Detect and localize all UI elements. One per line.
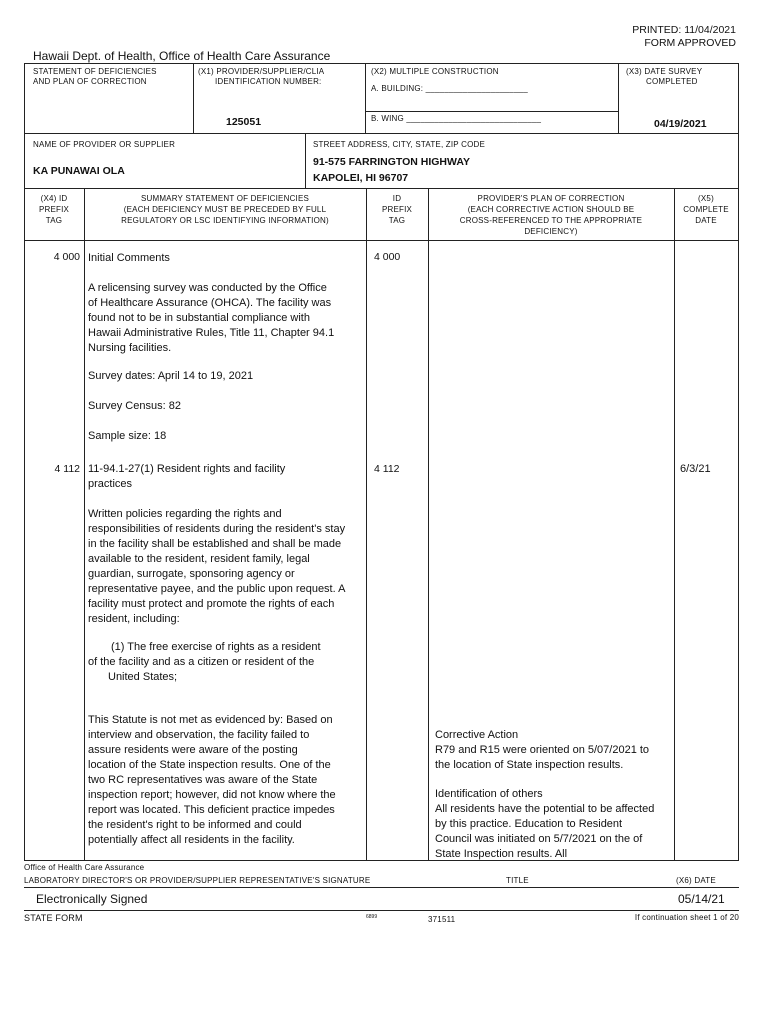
entry-paragraph: United States; bbox=[108, 671, 178, 683]
x5-column-header: (X5) COMPLETE DATE bbox=[683, 194, 729, 225]
address-line-1: 91-575 FARRINGTON HIGHWAY bbox=[313, 156, 470, 168]
footer-office: Office of Health Care Assurance bbox=[24, 863, 145, 872]
provider-name: KA PUNAWAI OLA bbox=[33, 165, 125, 177]
address-label: STREET ADDRESS, CITY, STATE, ZIP CODE bbox=[313, 140, 486, 149]
x2-wing: B. WING _____________________________ bbox=[371, 114, 542, 123]
x3-label-1: (X3) DATE SURVEY bbox=[626, 67, 703, 76]
plan-column-header: PROVIDER'S PLAN OF CORRECTION (EACH CORRECTIVE ACTION SHOULD BE CROSS-REFERENCED TO THE APPROPRIATE DEFICIENCY) bbox=[459, 194, 643, 236]
plan-id-tag: 4 112 bbox=[374, 463, 400, 475]
x3-label-2: COMPLETED bbox=[646, 77, 698, 86]
survey-census: Survey Census: 82 bbox=[88, 400, 181, 412]
statement-label-1: STATEMENT OF DEFICIENCIES bbox=[33, 67, 157, 76]
x6-date-label: (X6) DATE bbox=[676, 876, 716, 885]
printed-date: PRINTED: 11/04/2021 bbox=[632, 24, 736, 36]
summary-column-header: SUMMARY STATEMENT OF DEFICIENCIES (EACH DEFICIENCY MUST BE PRECEDED BY FULL REGULATORY OR LSC IDENTIFYING INFORMATION) bbox=[121, 194, 329, 225]
x4-column-header: (X4) ID PREFIX TAG bbox=[38, 194, 70, 225]
deficiency-tag: 4 000 bbox=[53, 251, 80, 263]
id-column-header: ID PREFIX TAG bbox=[381, 194, 413, 225]
plan-heading: Corrective Action bbox=[435, 729, 519, 741]
x1-label-2: IDENTIFICATION NUMBER: bbox=[215, 77, 322, 86]
form-approved: FORM APPROVED bbox=[644, 37, 736, 49]
event-id: 371511 bbox=[428, 915, 456, 924]
survey-completed-date: 04/19/2021 bbox=[654, 118, 707, 130]
state-form-label: STATE FORM bbox=[24, 913, 83, 923]
title-label: TITLE bbox=[506, 876, 529, 885]
completion-date: 6/3/21 bbox=[680, 463, 711, 475]
agency-name: Hawaii Dept. of Health, Office of Health Care Assurance bbox=[33, 49, 331, 63]
plan-paragraph: All residents have the potential to be affected by this practice. Education to Resident Council was initiated on 5/7/2021 on the of State Inspection results. All bbox=[435, 803, 655, 860]
signature-label: LABORATORY DIRECTOR'S OR PROVIDER/SUPPLIER REPRESENTATIVE'S SIGNATURE bbox=[24, 876, 371, 885]
entry-paragraph: of the facility and as a citizen or resident of the bbox=[88, 656, 315, 668]
continuation-sheet: If continuation sheet 1 of 20 bbox=[634, 913, 739, 922]
entry-paragraph: A relicensing survey was conducted by the Office of Healthcare Assurance (OHCA). The facility was found not to be in substantial compliance with Hawaii Administrative Rules, Title 11, Chapter 94.1 Nursing facilities. bbox=[88, 282, 335, 354]
plan-paragraph: R79 and R15 were oriented on 5/07/2021 to the location of State inspection results. bbox=[435, 744, 650, 771]
survey-dates: Survey dates: April 14 to 19, 2021 bbox=[88, 370, 254, 382]
entry-paragraph: (1) The free exercise of rights as a resident bbox=[111, 641, 321, 653]
x2-building: A. BUILDING: ______________________ bbox=[371, 84, 528, 93]
signature-date: 05/14/21 bbox=[678, 892, 725, 906]
entry-title: 11-94.1-27(1) Resident rights and facility practices bbox=[88, 463, 286, 490]
provider-name-label: NAME OF PROVIDER OR SUPPLIER bbox=[33, 140, 176, 149]
deficiency-tag: 4 112 bbox=[54, 463, 80, 475]
x2-label: (X2) MULTIPLE CONSTRUCTION bbox=[371, 67, 499, 76]
plan-heading: Identification of others bbox=[435, 788, 543, 800]
form-code: 6899 bbox=[366, 914, 378, 920]
entry-paragraph: Written policies regarding the rights and responsibilities of residents during the resident's stay in the facility shall be established and shall be made available to the resident, resident family, legal guardian, surrogate, sponsoring agency or representative payee, and the public upon request. A facility must protect and promote the rights of each resident, including: bbox=[88, 508, 346, 625]
signature-value: Electronically Signed bbox=[36, 892, 148, 906]
entry-title: Initial Comments bbox=[88, 252, 170, 264]
entry-paragraph: This Statute is not met as evidenced by: Based on interview and observation, the facility failed to assure residents were aware of the posting location of the State inspection results. One of the two RC representatives was aware of the State inspection report; however, did not know where the report was located. This deficient practice impedes the resident's right to be informed and could potentially affect all residents in the facility. bbox=[88, 714, 336, 846]
sample-size: Sample size: 18 bbox=[88, 430, 167, 442]
provider-id-number: 125051 bbox=[226, 116, 262, 128]
statement-label-2: AND PLAN OF CORRECTION bbox=[33, 77, 147, 86]
plan-id-tag: 4 000 bbox=[374, 251, 401, 263]
address-line-2: KAPOLEI, HI 96707 bbox=[313, 172, 409, 184]
x1-label-1: (X1) PROVIDER/SUPPLIER/CLIA bbox=[198, 67, 325, 76]
